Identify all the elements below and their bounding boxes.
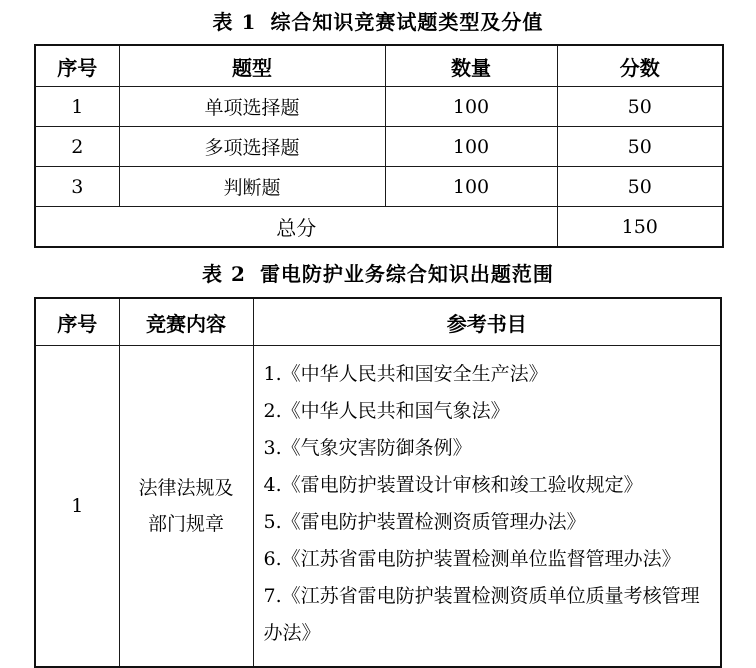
table2-row1-no: 1 [35, 346, 119, 668]
book-item: 7.《江苏省雷电防护装置检测资质单位质量考核管理办法》 [263, 585, 700, 645]
book-item: 5.《雷电防护装置检测资质管理办法》 [263, 511, 586, 534]
table-row [35, 127, 723, 167]
table2 [34, 297, 722, 668]
table2-caption-number: 表 2 [202, 262, 246, 286]
table-row [35, 87, 723, 127]
book-item: 3.《气象灾害防御条例》 [263, 437, 472, 460]
table1 [34, 44, 724, 248]
table1-row3-score: 50 [557, 167, 723, 207]
book-item: 4.《雷电防护装置设计审核和竣工验收规定》 [263, 474, 643, 497]
table2-row1-content-line1: 法律法规及 [138, 477, 234, 500]
table1-header-type: 题型 [119, 45, 385, 87]
table1-wrapper [34, 44, 722, 248]
table1-row2-qty: 100 [385, 127, 557, 167]
table2-row1-content [119, 346, 253, 668]
table1-row2-no: 2 [35, 127, 119, 167]
table1-row2-type: 多项选择题 [119, 127, 385, 167]
book-item: 2.《中华人民共和国气象法》 [263, 400, 510, 423]
table-row [35, 346, 721, 668]
table1-row3-no: 3 [35, 167, 119, 207]
table1-row1-score: 50 [557, 87, 723, 127]
table1-header-qty: 数量 [385, 45, 557, 87]
table2-caption [0, 258, 756, 287]
table2-header-no: 序号 [35, 298, 119, 346]
table1-row1-qty: 100 [385, 87, 557, 127]
table1-row2-score: 50 [557, 127, 723, 167]
table1-caption-text: 综合知识竞赛试题类型及分值 [270, 10, 544, 34]
table1-caption-number: 表 1 [212, 10, 257, 34]
table1-header-score: 分数 [557, 45, 723, 87]
table1-caption [0, 6, 756, 35]
table1-row1-type: 单项选择题 [119, 87, 385, 127]
table2-row1-content-line2: 部门规章 [147, 513, 224, 536]
table1-total-score: 150 [557, 207, 723, 248]
table2-header-content: 竞赛内容 [119, 298, 253, 346]
table-row [35, 167, 723, 207]
table1-total-row [35, 207, 723, 248]
table2-row1-books [253, 346, 721, 668]
table1-row3-type: 判断题 [119, 167, 385, 207]
table1-row3-qty: 100 [385, 167, 557, 207]
book-item: 6.《江苏省雷电防护装置检测单位监督管理办法》 [263, 548, 681, 571]
table2-wrapper [34, 297, 722, 668]
table1-header-row [35, 45, 723, 87]
table2-caption-text: 雷电防护业务综合知识出题范围 [259, 262, 554, 286]
table1-row1-no: 1 [35, 87, 119, 127]
table1-header-no: 序号 [35, 45, 119, 87]
table2-header-row [35, 298, 721, 346]
table1-total-label: 总分 [35, 207, 557, 248]
table2-header-books: 参考书目 [253, 298, 721, 346]
book-item: 1.《中华人民共和国安全生产法》 [263, 363, 548, 385]
